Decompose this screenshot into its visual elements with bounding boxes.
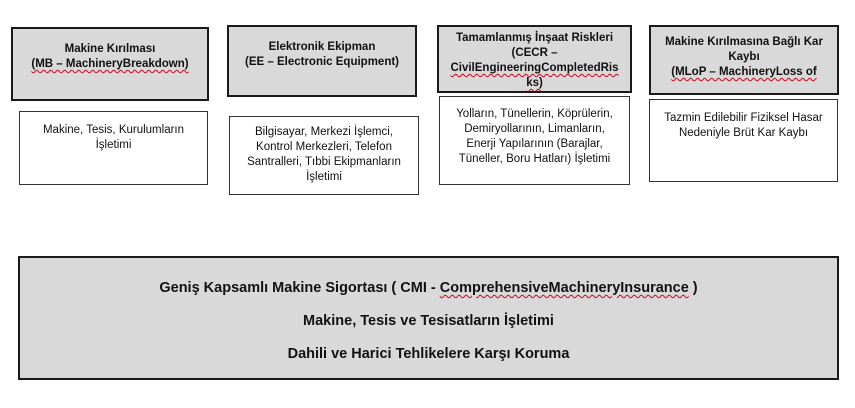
desc-line: Enerji Yapılarının (Barajlar,: [466, 138, 603, 150]
desc-line: İşletimi: [95, 139, 132, 151]
desc-line: Bilgisayar, Merkezi İşlemci,: [254, 126, 394, 138]
desc-line: Tüneller, Boru Hatları) İşletimi: [458, 153, 611, 165]
desc-box-mlop: [649, 99, 838, 182]
header-title: Elektronik Ekipman: [268, 41, 376, 53]
header-subtitle-term: CivilEngineeringCompletedRis: [450, 62, 619, 74]
header-title: Kaybı: [728, 51, 760, 63]
desc-line: İşletimi: [306, 171, 342, 183]
header-title: Makine Kırılması: [64, 43, 156, 55]
footer-title-term: ComprehensiveMachineryInsurance: [439, 280, 689, 296]
footer-title-prefix: Geniş Kapsamlı Makine Sigortası ( CMI -: [159, 280, 440, 296]
header-title: Tamamlanmış İnşaat Riskleri: [455, 32, 614, 44]
header-subtitle-term: ks): [526, 77, 543, 89]
header-box-mlop: [649, 25, 839, 95]
desc-line: Yolların, Tünellerin, Köprülerin,: [456, 108, 613, 120]
desc-line: Tazmin Edilebilir Fiziksel Hasar: [664, 112, 823, 124]
desc-line: Demiryollarının, Limanların,: [464, 123, 605, 135]
footer-title-suffix: ): [688, 280, 698, 296]
header-box-ee: [227, 25, 417, 97]
header-subtitle: (MB – MachineryBreakdown): [31, 58, 189, 70]
header-title: Makine Kırılmasına Bağlı Kar: [665, 36, 823, 48]
header-box-cecr: [437, 25, 632, 93]
footer-box-cmi: [18, 256, 839, 380]
header-box-mb: [11, 27, 209, 101]
header-subtitle: (CECR –: [511, 47, 558, 59]
header-subtitle: (EE – Electronic Equipment): [245, 56, 399, 68]
desc-line: Nedeniyle Brüt Kar Kaybı: [678, 127, 809, 139]
desc-line: Makine, Tesis, Kurulumların: [42, 124, 185, 136]
desc-line: Santralleri, Tıbbi Ekipmanların: [247, 156, 401, 168]
footer-line-operation: Makine, Tesis ve Tesisatların İşletimi: [303, 313, 554, 329]
desc-box-mb: [19, 111, 208, 185]
desc-box-ee: [229, 116, 419, 195]
footer-title: [20, 280, 837, 296]
footer-line-protection: Dahili ve Harici Tehlikelere Karşı Koruma: [287, 346, 570, 362]
desc-box-cecr: [439, 96, 630, 185]
desc-line: Kontrol Merkezleri, Telefon: [256, 141, 392, 153]
header-subtitle: (MLoP – MachineryLoss of: [671, 66, 817, 78]
